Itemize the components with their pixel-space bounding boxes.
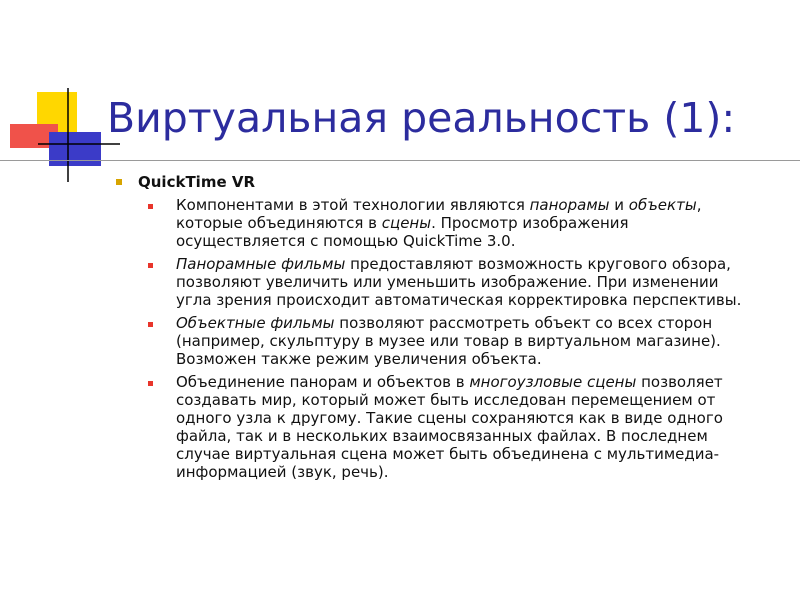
list-item-text: Панорамные фильмы предоставляют возможность кругового обзора, позволяют увеличить или уменьшить изображение. При изменении угла зрения происходит автоматическая корректировка перспективы.	[176, 255, 742, 309]
list-item-text: Компонентами в этой технологии являются панорамы и объекты, которые объединяются в сцены. Просмотр изображения осуществляется с помощью QuickTime 3.0.	[176, 196, 702, 250]
square-bullet-icon	[148, 322, 153, 327]
title-divider	[0, 160, 800, 161]
square-bullet-icon	[148, 381, 153, 386]
square-bullet-icon	[148, 263, 153, 268]
square-bullet-icon	[148, 204, 153, 209]
square-bullet-icon	[116, 179, 122, 185]
list-item	[142, 255, 752, 309]
corner-decoration	[0, 0, 120, 190]
list-item	[142, 373, 752, 481]
list-item	[142, 196, 752, 250]
heading-bullet	[114, 172, 774, 192]
content-area	[114, 172, 774, 486]
heading-bullet-text: QuickTime VR	[138, 173, 255, 191]
bullet-list	[142, 196, 752, 481]
slide-title: Виртуальная реальность (1):	[107, 94, 736, 142]
list-item-text: Объектные фильмы позволяют рассмотреть объект со всех сторон (например, скульптуру в музее или товар в виртуальном магазине). Возможен также режим увеличения объекта.	[176, 314, 721, 368]
list-item	[142, 314, 752, 368]
list-item-text: Объединение панорам и объектов в многоузловые сцены позволяет создавать мир, который может быть исследован перемещением от одного узла к другому. Такие сцены сохраняются как в виде одного файла, так и в нескольких взаимосвязанных файлах. В последнем случае виртуальная сцена может быть объединена с мультимедиа-информацией (звук, речь).	[176, 373, 723, 481]
